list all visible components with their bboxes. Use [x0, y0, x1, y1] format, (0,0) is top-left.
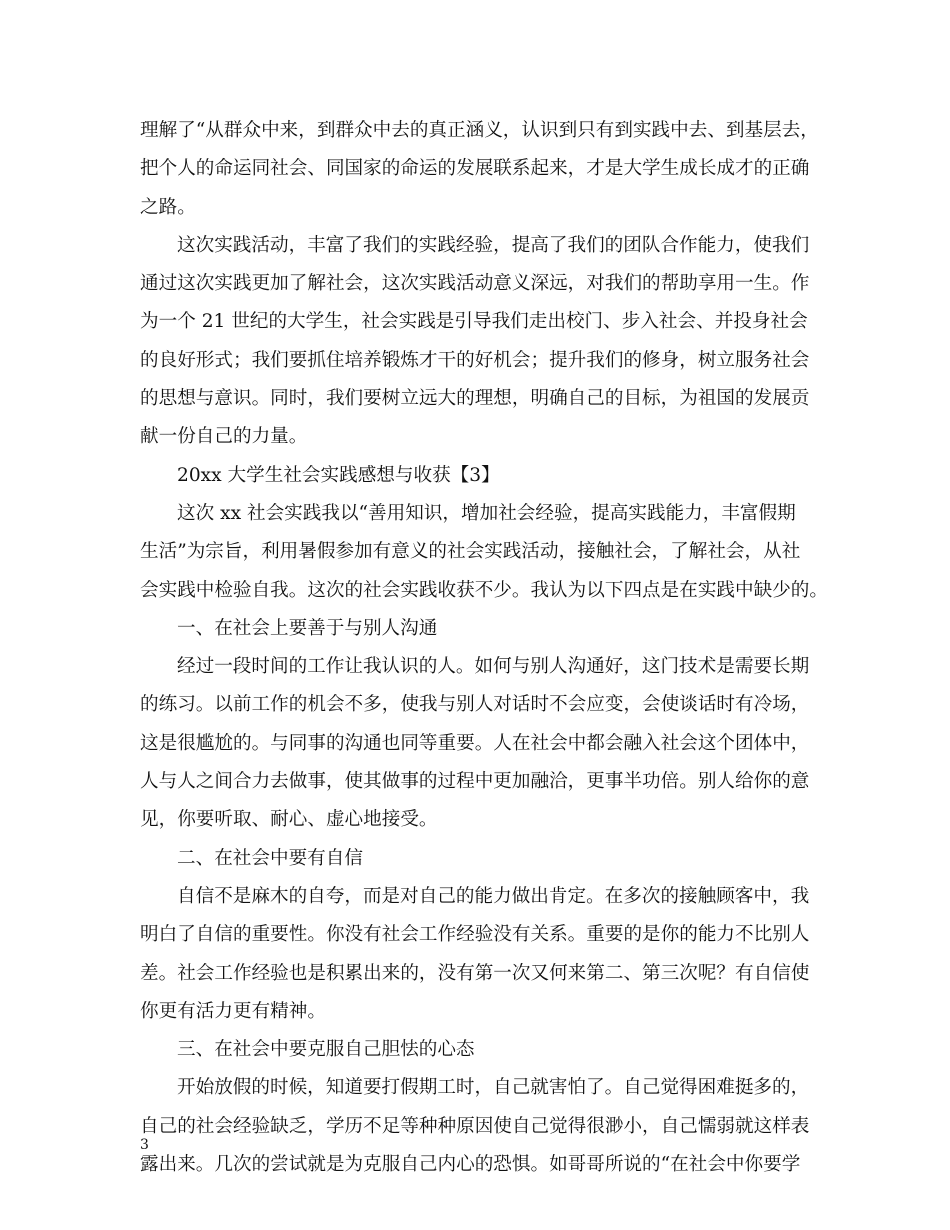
text-line: 的良好形式；我们要抓住培养锻炼才干的好机会；提升我们的修身，树立服务社会 — [140, 349, 810, 371]
text-line: 自信不是麻木的自夸，而是对自己的能力做出肯定。在多次的接触顾客中，我 — [177, 885, 810, 907]
text-line: 的练习。以前工作的机会不多，使我与别人对话时不会应变，会使谈话时有冷场， — [140, 694, 810, 716]
text-line: 通过这次实践更加了解社会，这次实践活动意义深远，对我们的帮助享用一生。作 — [140, 273, 810, 295]
text-line: 之路。 — [140, 196, 196, 218]
text-line: 为一个 21 世纪的大学生，社会实践是引导我们走出校门、步入社会、并投身社会 — [140, 311, 808, 333]
text-line: 这是很尴尬的。与同事的沟通也同等重要。人在社会中都会融入社会这个团体中， — [140, 732, 810, 754]
text-line: 献一份自己的力量。 — [140, 426, 308, 448]
text-line: 露出来。几次的尝试就是为克服自己内心的恐惧。如哥哥所说的“在社会中你要学 — [140, 1154, 801, 1176]
text-line: 一、在社会上要善于与别人沟通 — [177, 617, 438, 639]
text-line: 经过一段时间的工作让我认识的人。如何与别人沟通好，这门技术是需要长期 — [177, 656, 810, 678]
text-line: 见，你要听取、耐心、虚心地接受。 — [140, 809, 438, 831]
text-line: 人与人之间合力去做事，使其做事的过程中更加融洽，更事半功倍。别人给你的意 — [140, 771, 810, 793]
page-number: 3 — [140, 1137, 149, 1153]
text-line: 差。社会工作经验也是积累出来的，没有第一次又何来第二、第三次呢？有自信使 — [140, 962, 810, 984]
text-line: 你更有活力更有精神。 — [140, 1000, 326, 1022]
text-line: 的思想与意识。同时，我们要树立远大的理想，明确自己的目标，为祖国的发展贡 — [140, 388, 810, 410]
text-line: 明白了自信的重要性。你没有社会工作经验没有关系。重要的是你的能力不比别人 — [140, 924, 810, 946]
text-line: 这次实践活动，丰富了我们的实践经验，提高了我们的团队合作能力，使我们 — [177, 234, 810, 256]
text-line: 理解了“从群众中来，到群众中去的真正涵义，认识到只有到实践中去、到基层去， — [140, 120, 819, 141]
text-line: 这次 xx 社会实践我以“善用知识，增加社会经验，提高实践能力，丰富假期 — [177, 502, 796, 524]
body-text — [140, 112, 828, 1184]
text-line: 自己的社会经验缺乏，学历不足等种种原因使自己觉得很渺小，自己懦弱就这样表 — [140, 1115, 810, 1137]
text-line: 三、在社会中要克服自己胆怯的心态 — [177, 1039, 475, 1061]
text-line: 生活”为宗旨，利用暑假参加有意义的社会实践活动，接触社会，了解社会，从社 — [140, 541, 801, 563]
text-line: 把个人的命运同社会、同国家的命运的发展联系起来，才是大学生成长成才的正确 — [140, 158, 810, 180]
text-line: 会实践中检验自我。这次的社会实践收获不少。我认为以下四点是在实践中缺少的。 — [140, 579, 828, 601]
text-line: 二、在社会中要有自信 — [177, 847, 363, 869]
text-line: 20xx 大学生社会实践感想与收获【3】 — [177, 464, 500, 486]
text-line: 开始放假的时候，知道要打假期工时，自己就害怕了。自己觉得困难挺多的， — [177, 1077, 810, 1099]
